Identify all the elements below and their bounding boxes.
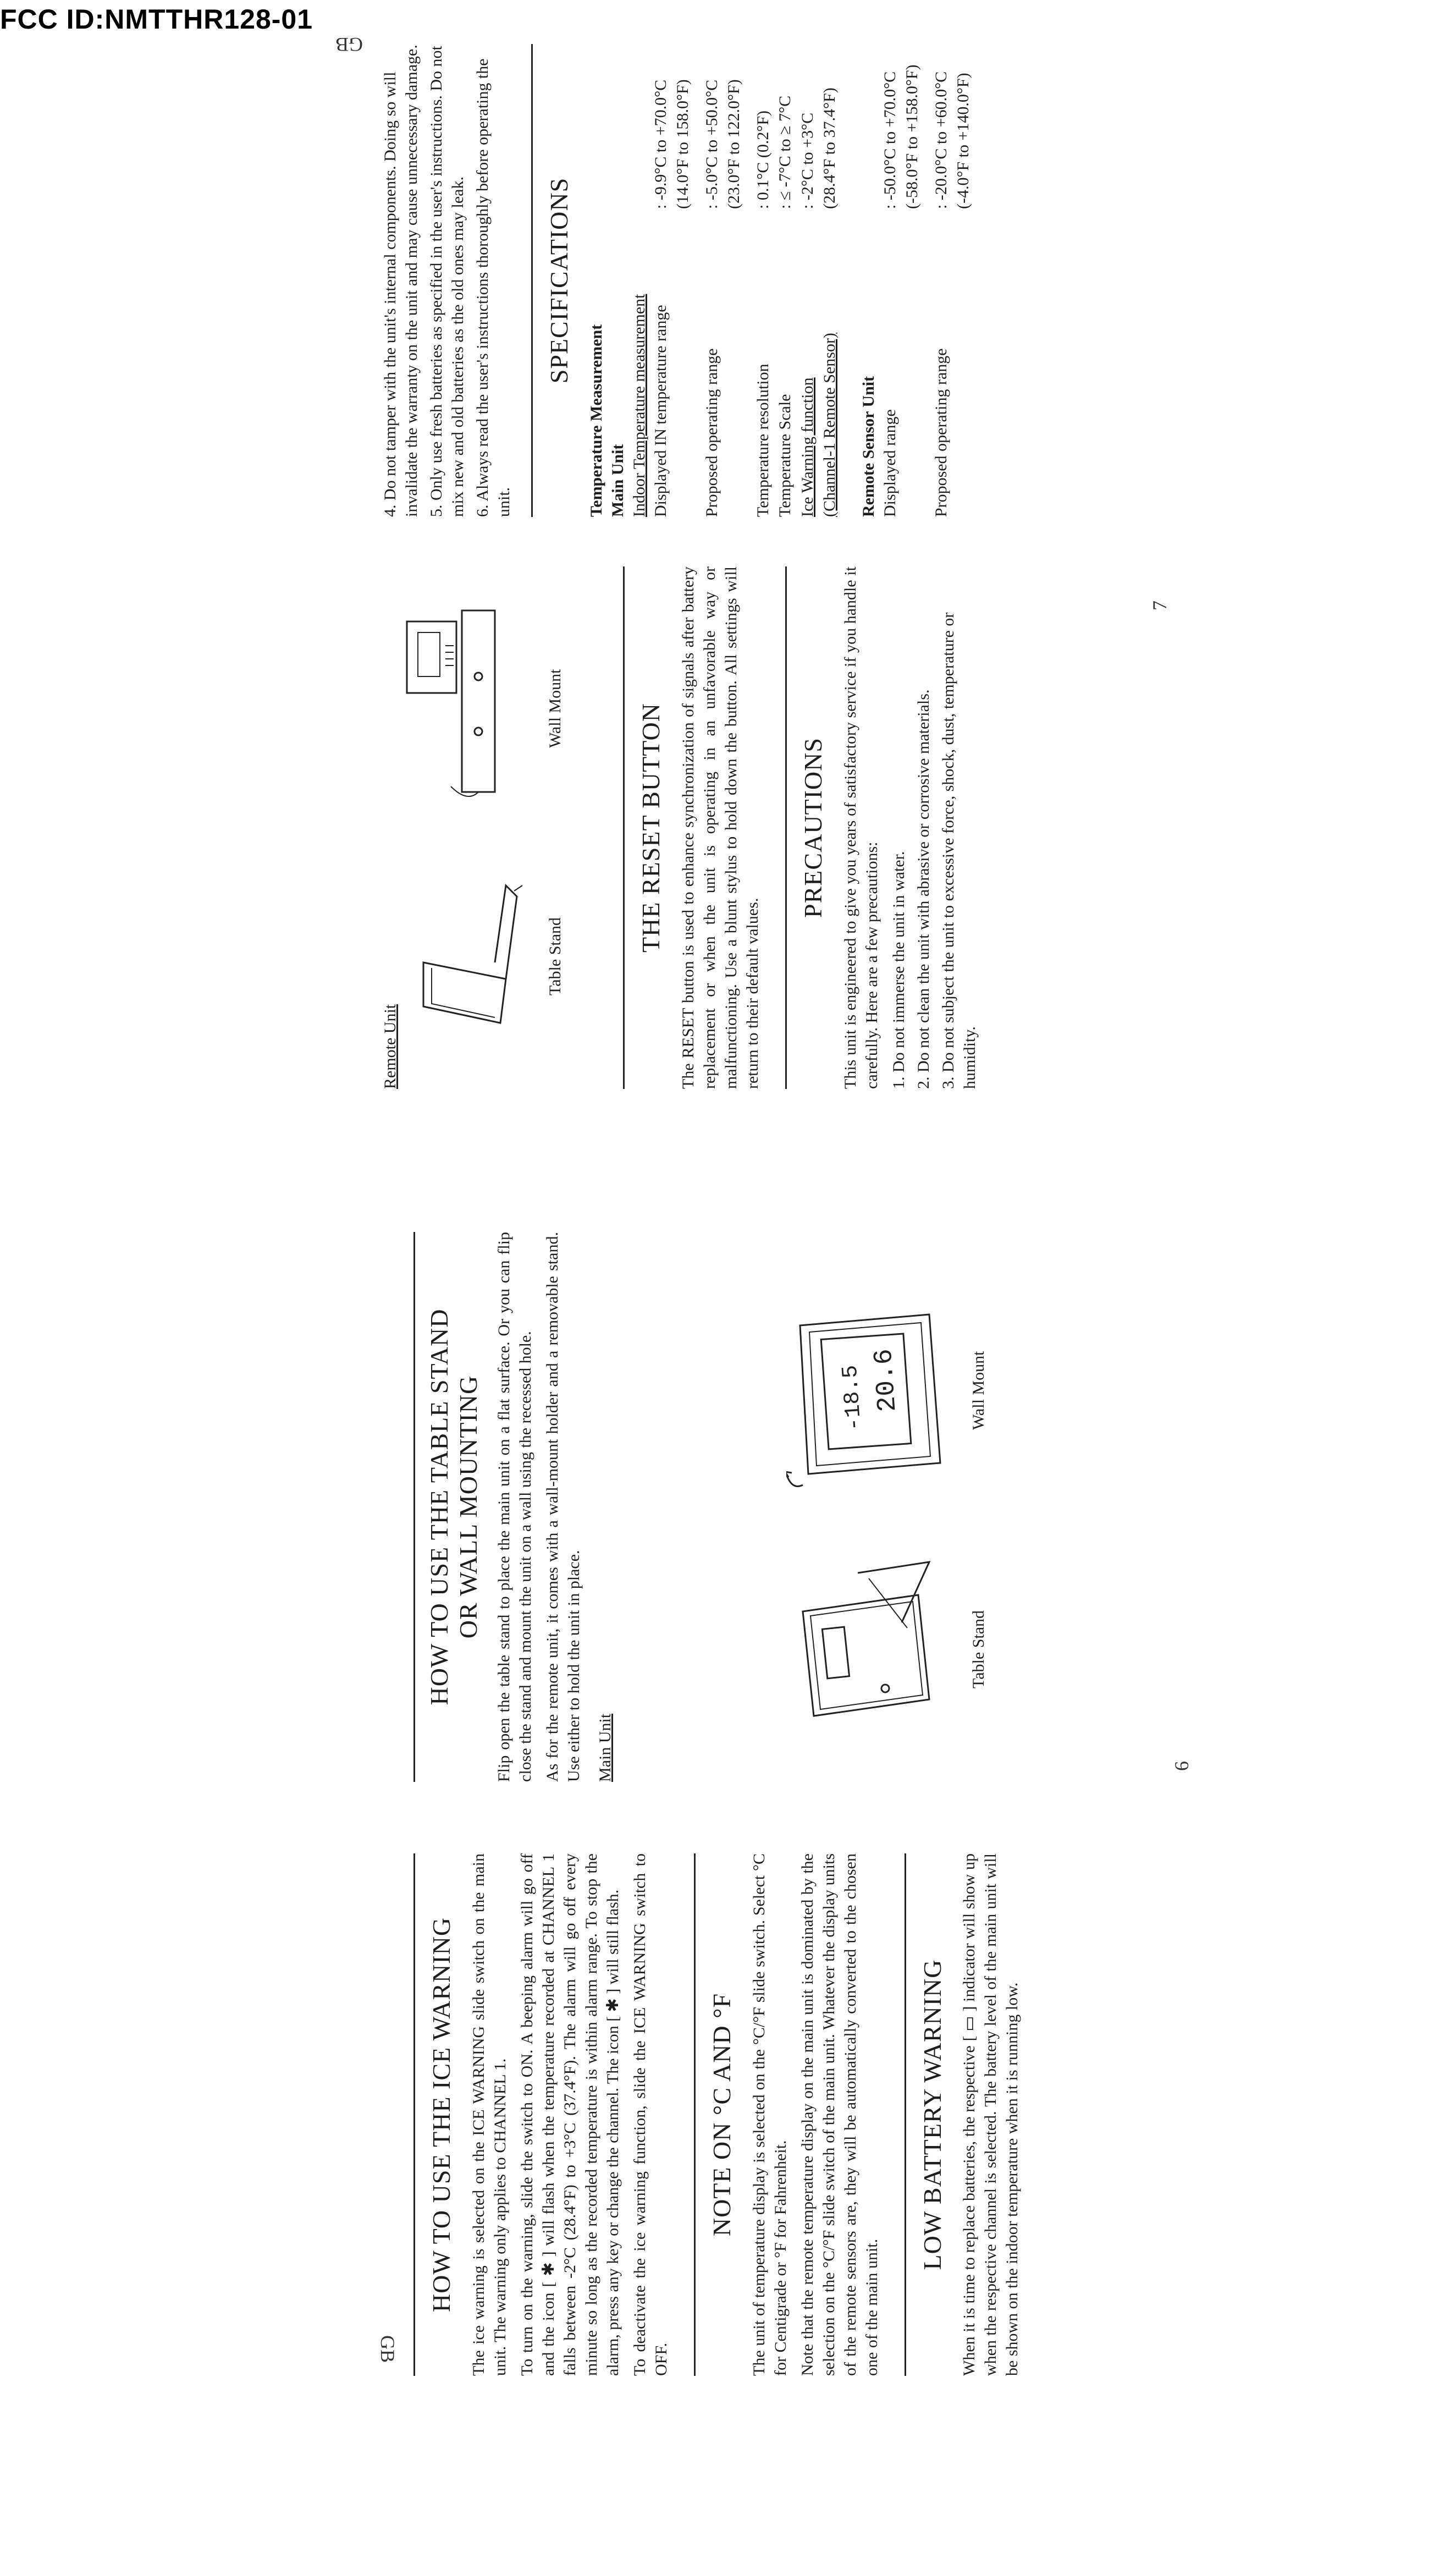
spec-key: Ice Warning function: [798, 377, 817, 517]
fcc-id-label: FCC ID:NMTTHR128-01: [0, 4, 313, 35]
spec-indoor-measurement: Indoor Temperature measurement: [630, 294, 648, 517]
low-battery-p1: When it is time to replace batteries, the respective [ ▭ ] indicator will show up when the respective channel is selected. The battery level of the main unit will be shown on the indoor temperature when it is running low.: [960, 1853, 1022, 2376]
note-cf-p2: Note that the remote temperature display on the main unit is dominated by the selection on the °C/°F slide switch of the main unit. Whatever the display units of the remote sensors are, they will be automatically converted to the chosen one of the main unit.: [798, 1853, 881, 2376]
main-unit-display-reading-1: -18.5: [838, 1364, 868, 1432]
gb-mark-top: GB: [335, 34, 363, 56]
spec-key: (Channel-1 Remote Sensor): [820, 333, 839, 517]
spec-row: [701, 44, 746, 517]
precautions-list-b: [379, 44, 515, 517]
precaution-item: 1. Do not immerse the unit in water.: [889, 851, 908, 1089]
spec-key: Proposed operating range: [931, 348, 950, 517]
spec-value: (28.4°F to 37.4°F): [820, 87, 839, 209]
main-unit-table-stand-figure: [792, 1540, 957, 1738]
spec-value: : -2°C to +3°C: [798, 112, 817, 209]
low-battery-title: LOW BATTERY WARNING: [905, 1853, 949, 2376]
main-unit-wall-mount-label: Wall Mount: [969, 1351, 988, 1430]
precautions-list-a: [888, 566, 980, 1089]
remote-unit-label: Remote Unit: [381, 1004, 399, 1089]
reset-p1: The RESET button is used to enhance synchronization of signals after battery replacement or when the unit is operating in an unfavorable way or malfunctioning. Use a blunt stylus to hold down the button. All settings will return to their default values.: [679, 566, 762, 1089]
main-unit-display-reading-2: 20.6: [869, 1347, 903, 1413]
left-column-b: [407, 1232, 988, 1782]
right-column-d: [379, 44, 975, 517]
note-cf-title: NOTE ON °C AND °F: [694, 1853, 738, 2376]
left-column-a: [407, 1853, 1028, 2376]
spec-row: [930, 44, 975, 517]
main-unit-table-stand-label: Table Stand: [969, 1610, 988, 1688]
remote-unit-table-stand-figure: [412, 874, 539, 1039]
ice-warning-p3: To deactivate the ice warning function, slide the ICE WARNING switch to OFF.: [630, 1853, 670, 2376]
spec-main-unit: Main Unit: [608, 444, 627, 517]
table-stand-title-line1: HOW TO USE THE TABLE STAND: [425, 1308, 453, 1705]
precaution-item: 2. Do not clean the unit with abrasive or corrosive materials.: [914, 689, 933, 1089]
spec-key: Temperature resolution: [753, 364, 772, 517]
specifications-title: SPECIFICATIONS: [531, 44, 576, 517]
note-cf-p1: The unit of temperature display is selected on the °C/°F slide switch. Select °C for Centigrade or °F for Fahrenheit.: [749, 1853, 790, 2376]
page-number-right: 7: [1149, 601, 1171, 610]
ice-warning-p1: The ice warning is selected on the ICE WARNING slide switch on the main unit. The warning only applies to CHANNEL 1.: [469, 1853, 509, 2376]
ice-warning-title: HOW TO USE THE ICE WARNING: [413, 1853, 458, 2376]
right-page: [379, 44, 1149, 1089]
main-unit-wall-mount-figure: [786, 1287, 962, 1496]
spec-row: [650, 44, 694, 517]
spec-value: : 0.1°C (0.2°F): [753, 110, 772, 209]
spec-value: : ≤ -7°C to ≥ 7°C: [776, 95, 795, 209]
precaution-item: 4. Do not tamper with the unit's internal components. Doing so will invalidate the warranty on the unit and may cause unnecessary damage.: [381, 45, 421, 517]
spec-remote-sensor-unit: Remote Sensor Unit: [859, 376, 878, 517]
table-stand-p2: As for the remote unit, it comes with a wall-mount holder and a removable stand. Use either to hold the unit in place.: [543, 1232, 583, 1782]
spec-row: [752, 44, 775, 517]
spec-row: [797, 44, 819, 517]
spec-row: [774, 44, 797, 517]
table-stand-title: [413, 1232, 483, 1782]
spec-value: : -20.0°C to +60.0°C (-4.0°F to +140.0°F): [931, 71, 973, 209]
table-stand-title-line2: OR WALL MOUNTING: [454, 1375, 482, 1639]
spec-key: Temperature Scale: [776, 394, 795, 517]
precaution-item: 5. Only use fresh batteries as specified in the user's instructions. Do not mix new and old batteries as the old ones may leak.: [427, 46, 467, 517]
remote-unit-wall-mount-label: Wall Mount: [546, 669, 564, 748]
spec-key: Proposed operating range: [702, 348, 721, 517]
precaution-item: 6. Always read the user's instructions thoroughly before operating the unit.: [473, 58, 513, 517]
remote-unit-wall-mount-figure: [401, 605, 544, 803]
spec-value: : -9.9°C to +70.0°C (14.0°F to 158.0°F): [651, 79, 692, 209]
spec-row: [819, 44, 841, 517]
page-number-left: 6: [1171, 1761, 1193, 1771]
spec-key: Displayed range: [880, 409, 899, 517]
spec-key: Displayed IN temperature range: [651, 305, 670, 517]
right-column-c: [379, 566, 984, 1089]
ice-warning-p2: To turn on the warning, slide the switch to ON. A beeping alarm will go off and the icon [ ✱ ] will flash when the temperature recorded at CHANNEL 1 falls between -2°C (28.4°F) to +3°C (37.4°F). The alarm will go off every minute so long as the recorded temperature is within alarm range. To stop the alarm, press any key or change the channel. The icon [ ✱ ] will still flash.: [517, 1853, 622, 2376]
precautions-title: PRECAUTIONS: [785, 566, 830, 1089]
main-unit-label: Main Unit: [595, 1713, 614, 1782]
precautions-intro: This unit is engineered to give you years of satisfactory service if you handle it carefully. Here are a few precautions:: [841, 566, 881, 1089]
left-page: [407, 1221, 1122, 2376]
gb-mark-bottom: GB: [377, 2335, 399, 2363]
table-stand-p1: Flip open the table stand to place the main unit on a flat surface. Or you can flip close the stand and mount the unit on a wall using the recessed hole.: [494, 1232, 534, 1782]
spec-value: : -50.0°C to +70.0°C (-58.0°F to +158.0°F): [880, 64, 922, 209]
spec-row: [879, 44, 924, 517]
spec-temp-measurement: Temperature Measurement: [587, 324, 605, 517]
spec-value: : -5.0°C to +50.0°C (23.0°F to 122.0°F): [702, 79, 743, 209]
precaution-item: 3. Do not subject the unit to excessive force, shock, dust, temperature or humidity.: [939, 612, 979, 1089]
remote-unit-table-stand-label: Table Stand: [546, 917, 564, 995]
reset-title: THE RESET BUTTON: [623, 566, 668, 1089]
